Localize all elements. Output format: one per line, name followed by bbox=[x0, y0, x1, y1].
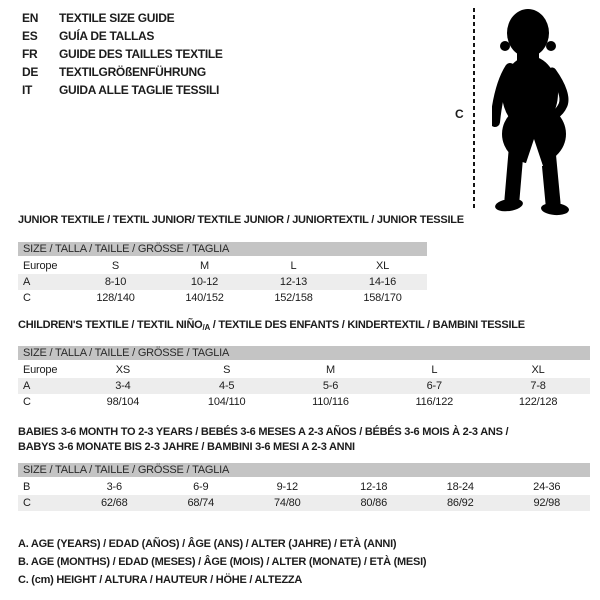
height-dashed-line bbox=[473, 8, 475, 210]
section-heading-junior: JUNIOR TEXTILE / TEXTIL JUNIOR/ TEXTILE JUNIOR / JUNIORTEXTIL / JUNIOR TESSILE bbox=[18, 214, 464, 226]
size-cell: L bbox=[290, 260, 297, 272]
size-cell: M bbox=[326, 364, 335, 376]
table-row bbox=[18, 290, 427, 306]
language-title: TEXTILE SIZE GUIDE bbox=[59, 11, 175, 25]
size-header-bar: SIZE / TALLA / TAILLE / GRÖSSE / TAGLIA bbox=[18, 242, 427, 256]
footnote-c: C. (cm) HEIGHT / ALTURA / HAUTEUR / HÖHE / ALTEZZA bbox=[18, 574, 303, 586]
table-row bbox=[18, 394, 590, 410]
table-row bbox=[18, 378, 590, 394]
row-label: C bbox=[23, 497, 31, 509]
size-cell: 6-7 bbox=[426, 380, 442, 392]
size-cell: S bbox=[223, 364, 231, 376]
size-header-bar: SIZE / TALLA / TAILLE / GRÖSSE / TAGLIA bbox=[18, 463, 590, 477]
row-label: B bbox=[23, 481, 31, 493]
language-row bbox=[22, 63, 223, 81]
language-row bbox=[22, 45, 223, 63]
size-cell: 6-9 bbox=[193, 481, 209, 493]
size-cell: 116/122 bbox=[415, 396, 454, 408]
size-cell: 3-6 bbox=[106, 481, 122, 493]
footnote-b: B. AGE (MONTHS) / EDAD (MESES) / ÂGE (MOIS) / ALTER (MONATE) / ETÀ (MESI) bbox=[18, 556, 427, 568]
size-cell: 12-13 bbox=[279, 276, 308, 288]
size-cell: 68/74 bbox=[187, 497, 215, 509]
footnotes bbox=[18, 535, 426, 589]
size-cell: 18-24 bbox=[446, 481, 474, 493]
language-code: ES bbox=[22, 29, 38, 43]
row-label: Europe bbox=[23, 364, 58, 376]
size-cell: 128/140 bbox=[96, 292, 135, 304]
size-cell: 24-36 bbox=[533, 481, 561, 493]
row-label: A bbox=[23, 380, 31, 392]
language-list bbox=[22, 9, 223, 99]
language-title: TEXTILGRÖßENFÜHRUNG bbox=[59, 65, 206, 79]
size-cell: 110/116 bbox=[312, 396, 349, 408]
language-title: GUIDE DES TAILLES TEXTILE bbox=[59, 47, 223, 61]
babies-size-table bbox=[18, 463, 590, 511]
footnote-a: A. AGE (YEARS) / EDAD (AÑOS) / ÂGE (ANS) / ALTER (JAHRE) / ETÀ (ANNI) bbox=[18, 538, 397, 550]
size-cell: 152/158 bbox=[274, 292, 313, 304]
size-cell: 92/98 bbox=[533, 497, 561, 509]
language-title: GUÍA DE TALLAS bbox=[59, 29, 155, 43]
junior-size-table bbox=[18, 242, 427, 306]
row-label: C bbox=[23, 396, 31, 408]
heading-subscript: /A bbox=[202, 323, 210, 332]
children-size-table bbox=[18, 346, 590, 410]
size-cell: 104/110 bbox=[207, 396, 246, 408]
size-cell: 5-6 bbox=[322, 380, 339, 392]
size-cell: XL bbox=[531, 364, 545, 376]
size-cell: 7-8 bbox=[530, 380, 546, 392]
heading-line: BABIES 3-6 MONTH TO 2-3 YEARS / BEBÉS 3-6 MESES A 2-3 AÑOS / BÉBÉS 3-6 MOIS À 2-3 ANS / bbox=[18, 426, 509, 438]
heading-line: BABYS 3-6 MONATE BIS 2-3 JAHRE / BAMBINI 3-6 MESI A 2-3 ANNI bbox=[18, 441, 355, 453]
size-cell: 12-18 bbox=[360, 481, 388, 493]
size-cell: 62/68 bbox=[100, 497, 128, 509]
size-cell: 3-4 bbox=[115, 380, 131, 392]
language-code: IT bbox=[22, 83, 33, 97]
section-heading-children bbox=[18, 319, 525, 332]
baby-silhouette-icon bbox=[492, 4, 586, 216]
size-cell: 74/80 bbox=[273, 497, 301, 509]
size-cell: L bbox=[431, 364, 438, 376]
table-row bbox=[18, 258, 427, 274]
size-cell: 14-16 bbox=[368, 276, 397, 288]
row-label: Europe bbox=[23, 260, 58, 272]
size-cell: 10-12 bbox=[190, 276, 219, 288]
language-code: EN bbox=[22, 11, 39, 25]
table-row bbox=[18, 274, 427, 290]
size-cell: 9-12 bbox=[276, 481, 298, 493]
size-cell: XS bbox=[115, 364, 131, 376]
language-code: DE bbox=[22, 65, 39, 79]
size-cell: 8-10 bbox=[104, 276, 127, 288]
size-cell: S bbox=[111, 260, 120, 272]
table-row bbox=[18, 495, 590, 511]
heading-text: / TEXTILE DES ENFANTS / KINDERTEXTIL / BAMBINI TESSILE bbox=[209, 319, 525, 331]
heading-text: CHILDREN'S TEXTILE / TEXTIL NIÑO bbox=[18, 319, 203, 331]
size-cell: XL bbox=[375, 260, 390, 272]
size-header-bar: SIZE / TALLA / TAILLE / GRÖSSE / TAGLIA bbox=[18, 346, 590, 360]
height-label: C bbox=[455, 107, 464, 121]
size-cell: 158/170 bbox=[363, 292, 402, 304]
size-cell: 140/152 bbox=[185, 292, 224, 304]
size-cell: M bbox=[200, 260, 209, 272]
language-code: FR bbox=[22, 47, 38, 61]
table-row bbox=[18, 479, 590, 495]
language-row bbox=[22, 9, 223, 27]
size-cell: 4-5 bbox=[219, 380, 235, 392]
language-title: GUIDA ALLE TAGLIE TESSILI bbox=[59, 83, 220, 97]
size-cell: 80/86 bbox=[360, 497, 388, 509]
language-row bbox=[22, 27, 223, 45]
size-cell: 122/128 bbox=[518, 396, 558, 408]
language-row bbox=[22, 81, 223, 99]
row-label: C bbox=[23, 292, 31, 304]
size-cell: 98/104 bbox=[106, 396, 140, 408]
section-heading-babies bbox=[18, 425, 508, 455]
row-label: A bbox=[23, 276, 31, 288]
table-row bbox=[18, 362, 590, 378]
size-cell: 86/92 bbox=[446, 497, 474, 509]
